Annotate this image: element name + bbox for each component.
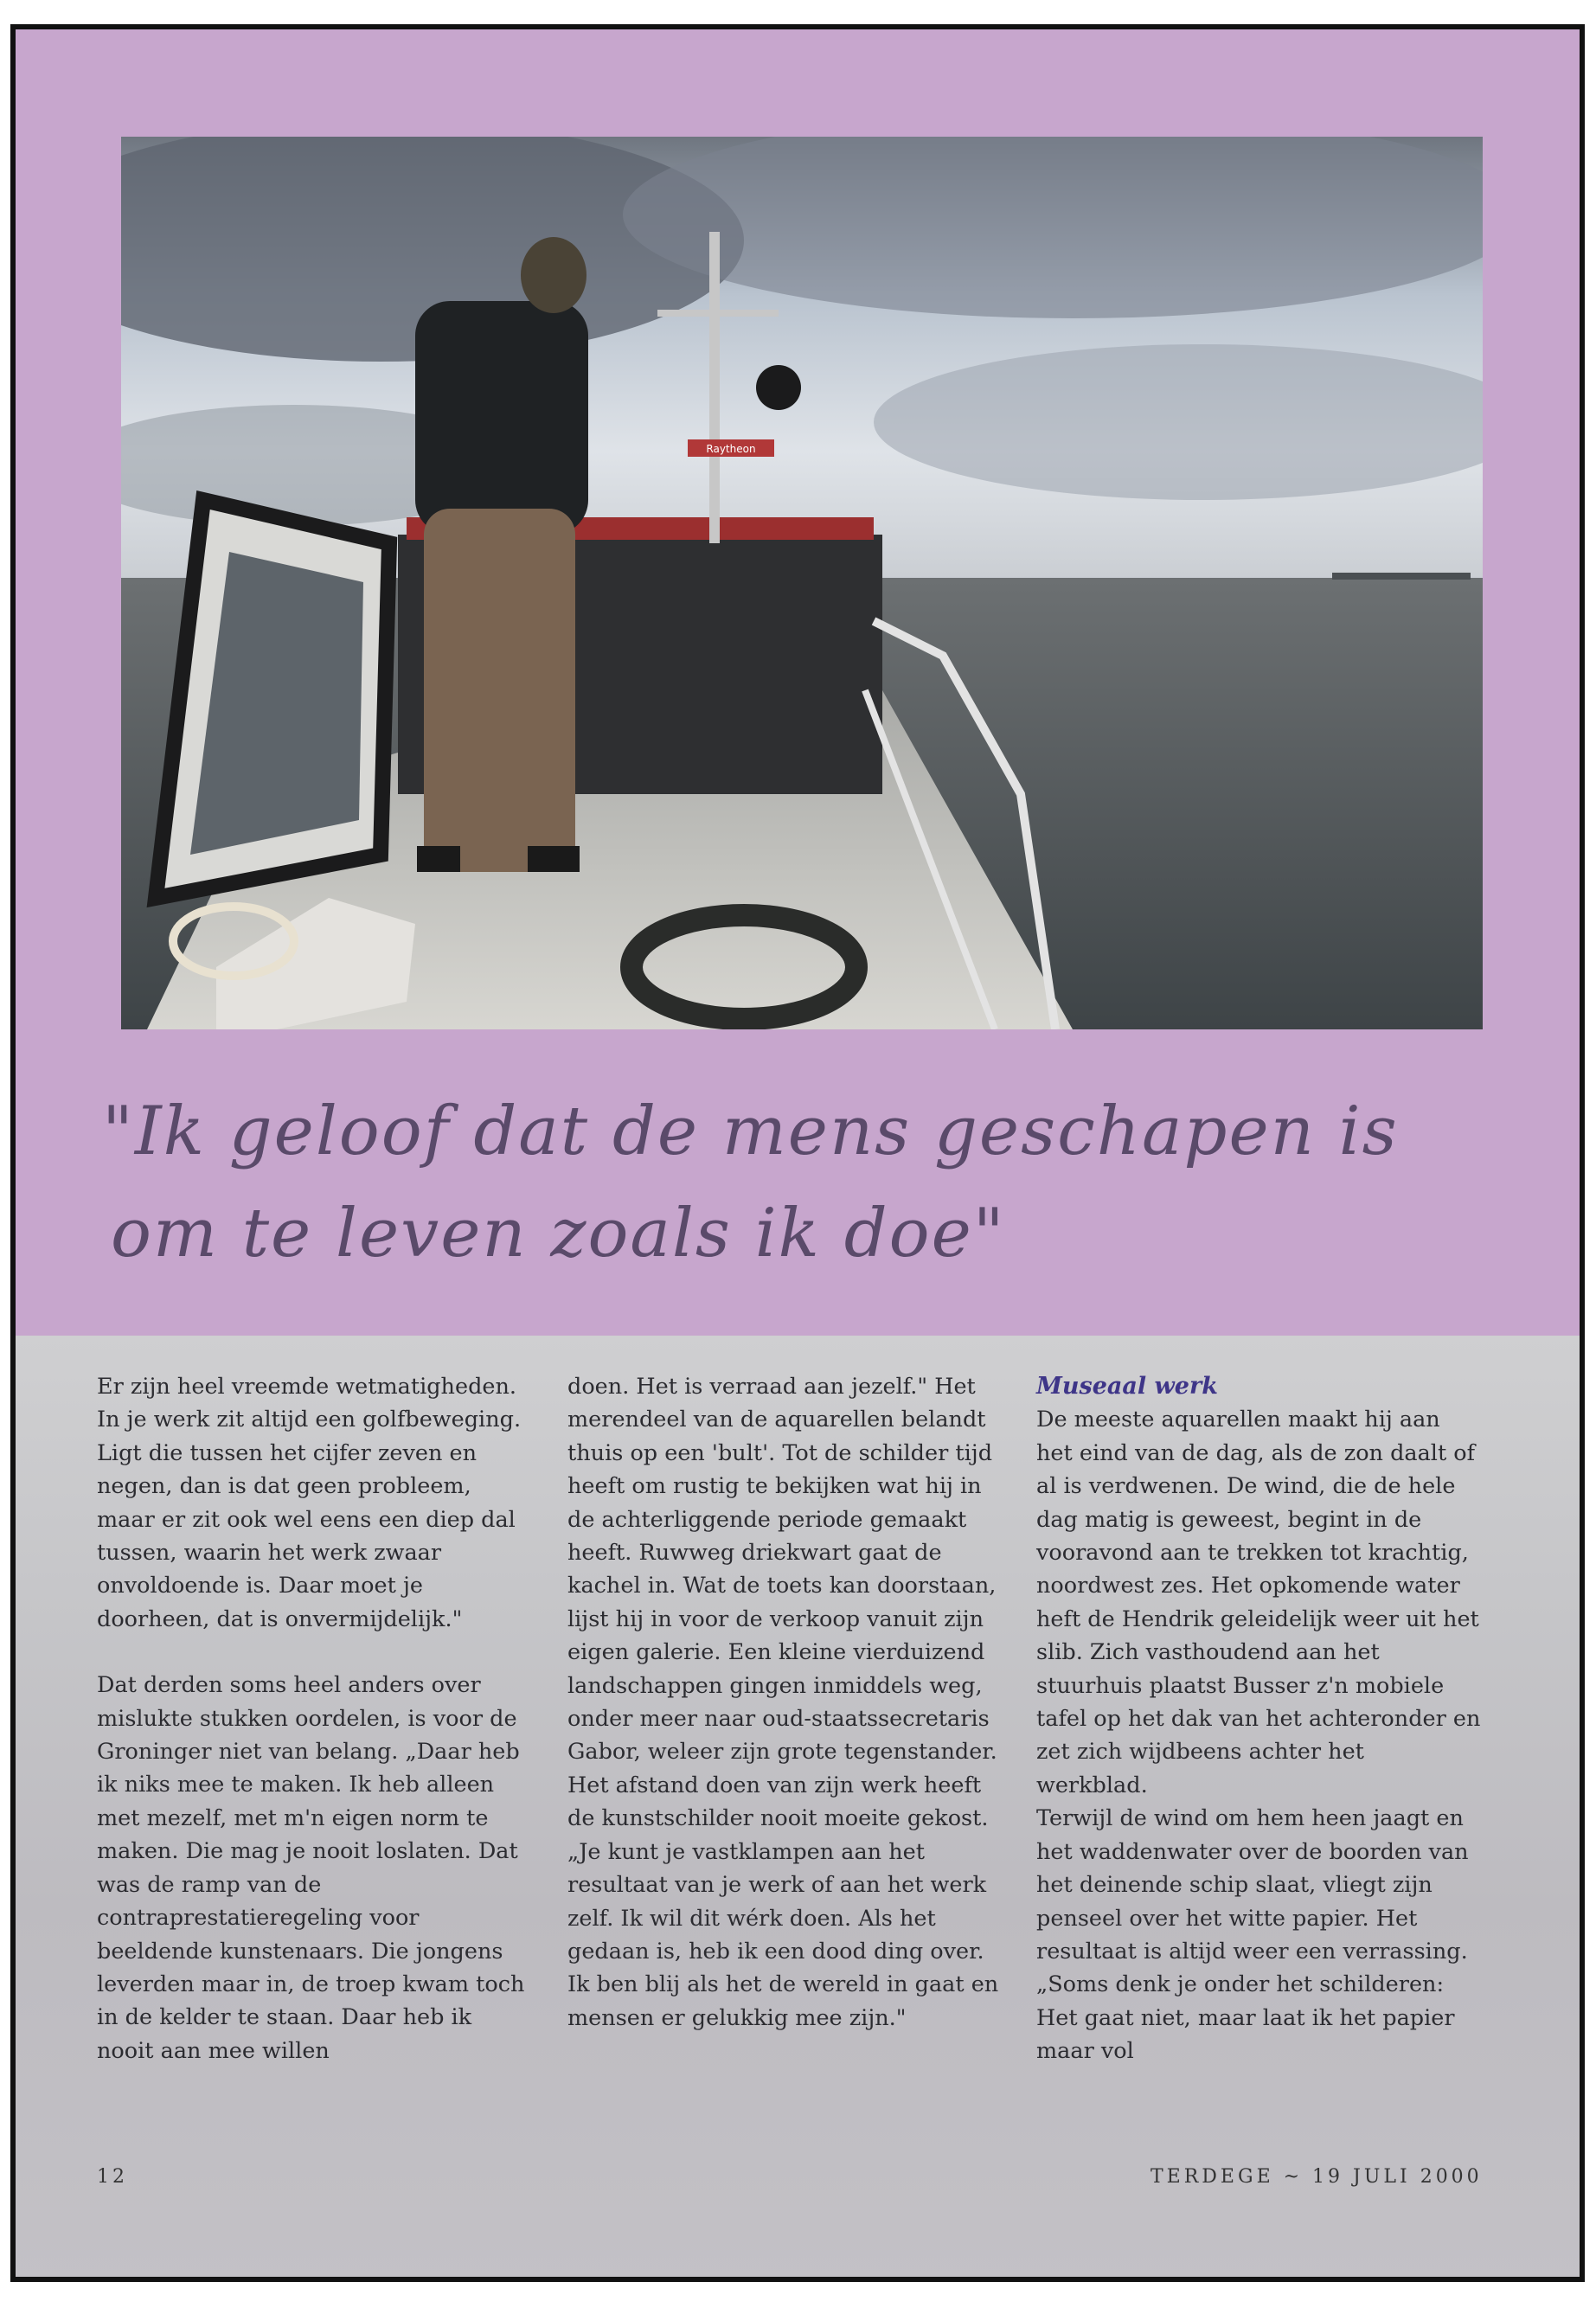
article-column-2 xyxy=(567,1370,1000,2035)
column-2-paragraph-1: doen. Het is verraad aan jezelf." Het merendeel van de aquarellen belandt thuis op een 'bult'. Tot de schilder tijd heeft om rustig te bekijken wat hij in de achterliggende periode gemaakt heeft. Ruwweg driekwart gaat de kachel in. Wat de toets kan doorstaan, lijst hij in voor de verkoop vanuit zijn eigen galerie. Een kleine vierduizend landschappen gingen inmiddels weg, onder meer naar oud-staatssecretaris Gabor, weleer zijn grote tegenstander. Het afstand doen van zijn werk heeft de kunstschilder nooit moeite gekost. „Je kunt je vastklampen aan het resultaat van je werk of aan het werk zelf. Ik wil dit wérk doen. Als het gedaan is, heb ik een dood ding over. Ik ben blij als het de wereld in gaat en mensen er gelukkig mee zijn." xyxy=(567,1374,999,2031)
boat-photo xyxy=(121,137,1483,1029)
pull-quote-line-2: om te leven zoals ik doe" xyxy=(111,1195,1006,1272)
article-column-3 xyxy=(1036,1370,1482,2068)
column-1-paragraph-2: Dat derden soms heel anders over mislukte stukken oordelen, is voor de Groninger niet van belang. „Daar heb ik niks mee te maken. Ik heb alleen met mezelf, met m'n eigen norm te maken. Die mag je nooit loslaten. Dat was de ramp van de contraprestatieregeling voor beeldende kunstenaars. Die jongens leverden maar in, de troep kwam toch in de kelder te staan. Daar heb ik nooit aan mee willen xyxy=(97,1672,525,2064)
column-3-paragraph-1: De meeste aquarellen maakt hij aan het eind van de dag, als de zon daalt of al is verdwenen. De wind, die de hele dag matig is geweest, begint in de vooravond aan te trekken tot krachtig, noordwest zes. Het opkomende water heft de Hendrik geleidelijk weer uit het slib. Zich vasthoudend aan het stuurhuis plaatst Busser z'n mobiele tafel op het dak van het achteronder en zet zich wijdbeens achter het werkblad. xyxy=(1036,1407,1481,1798)
article-column-1 xyxy=(97,1370,529,2067)
publication-footer: TERDEGE ~ 19 JULI 2000 xyxy=(1151,2166,1483,2188)
raytheon-sign: Raytheon xyxy=(706,443,756,455)
pull-quote xyxy=(102,1080,1400,1285)
page-number: 12 xyxy=(97,2166,128,2188)
column-1-paragraph-1: Er zijn heel vreemde wetmatigheden. In je werk zit altijd een golfbeweging. Ligt die tussen het cijfer zeven en negen, dan is dat geen probleem, maar er zit ook wel eens een diep dal tussen, waarin het werk zwaar onvoldoende is. Daar moet je doorheen, dat is onvermijdelijk." xyxy=(97,1374,522,1632)
lilac-header-band xyxy=(16,29,1580,1336)
pull-quote-line-1: "Ik geloof dat de mens geschapen is xyxy=(102,1093,1399,1170)
subheading: Museaal werk xyxy=(1036,1373,1218,1400)
column-3-paragraph-2: Terwijl de wind om hem heen jaagt en het waddenwater over de boorden van het deinende schip slaat, vliegt zijn penseel over het witte papier. Het resultaat is altijd weer een verrassing. „Soms denk je onder het schilderen: Het gaat niet, maar laat ik het papier maar vol xyxy=(1036,1805,1469,2065)
